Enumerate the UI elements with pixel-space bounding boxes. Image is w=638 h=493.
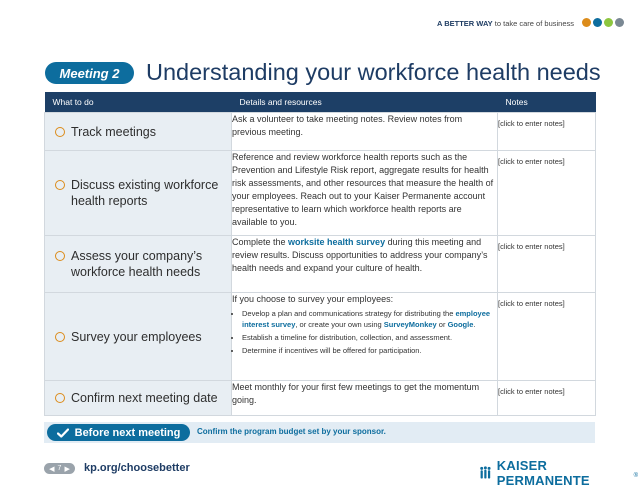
bullet-text: , or create your own using — [295, 320, 384, 329]
details-cell — [232, 293, 498, 381]
bullet-text: Develop a plan and communications strategy for distributing the — [242, 309, 456, 318]
notes-cell[interactable] — [498, 113, 596, 151]
before-next-meeting-badge — [47, 424, 190, 441]
item-cell — [45, 151, 232, 236]
agenda-table — [44, 92, 596, 416]
notes-cell[interactable] — [498, 236, 596, 293]
bullet-text: Determine if incentives will be offered for participation. — [242, 346, 422, 355]
item-cell — [45, 381, 232, 416]
table-row — [45, 236, 596, 293]
item-cell — [45, 113, 232, 151]
bullet-item — [242, 345, 497, 356]
google-link[interactable]: Google — [447, 320, 474, 329]
kp-logo-reg: ® — [633, 473, 638, 479]
tagline-rest: to take care of business — [494, 19, 574, 28]
meeting-badge: Meeting 2 — [45, 62, 134, 84]
bullet-text: . — [473, 320, 476, 329]
brand-dot — [593, 18, 602, 27]
before-next-meeting-text: Confirm the program budget set by your sponsor. — [197, 427, 386, 436]
checkbox-circle-icon[interactable] — [55, 393, 65, 403]
item-cell — [45, 236, 232, 293]
page-number: 7 — [57, 465, 62, 472]
next-page-icon[interactable]: ▶ — [64, 465, 70, 473]
kp-people-icon — [478, 465, 493, 481]
column-header: What to do — [45, 92, 232, 113]
details-pre: Complete the — [232, 237, 289, 247]
notes-field[interactable]: [click to enter notes] — [498, 242, 565, 251]
before-next-meeting-label: Before next meeting — [74, 426, 181, 439]
item-label: Track meetings — [71, 124, 156, 139]
item-label: Discuss existing workforce health reports — [71, 178, 219, 208]
brand-dot — [615, 18, 624, 27]
employee-interest-survey-link[interactable]: employee interest survey — [242, 309, 491, 329]
notes-cell[interactable] — [498, 293, 596, 381]
notes-cell[interactable] — [498, 151, 596, 236]
tagline-strong: A BETTER WAY — [436, 19, 493, 28]
prev-page-icon[interactable]: ◀ — [49, 465, 55, 473]
kp-logo-text: KAISER PERMANENTE — [496, 458, 590, 488]
table-header-row — [45, 92, 596, 113]
notes-field[interactable]: [click to enter notes] — [498, 387, 565, 396]
bullet-item — [242, 332, 497, 343]
notes-field[interactable]: [click to enter notes] — [498, 119, 565, 128]
details-cell — [232, 236, 498, 293]
details-cell — [232, 113, 498, 151]
item-label: Survey your employees — [71, 329, 202, 344]
kaiser-permanente-logo — [478, 458, 638, 488]
header-tagline — [437, 19, 574, 28]
brand-dot — [604, 18, 613, 27]
table-row — [45, 293, 596, 381]
item-label: Assess your company’s workforce health needs — [71, 249, 203, 279]
brand-dot — [582, 18, 591, 27]
notes-field[interactable]: [click to enter notes] — [498, 157, 565, 166]
column-header: Details and resources — [232, 92, 498, 113]
notes-field[interactable]: [click to enter notes] — [498, 299, 565, 308]
details-text: Meet monthly for your first few meetings to get the momentum going. — [232, 382, 480, 405]
before-next-meeting-bar — [44, 422, 595, 443]
checkmark-icon — [57, 428, 69, 438]
brand-dots — [582, 18, 624, 27]
details-text: Reference and review workforce health reports such as the Prevention and Lifestyle Risk report, aggregate results for health risk assessments, and other resources that measure the health of your employees. Reach out to your Kaiser Permanente account representative to learn which workforce health reports are available to you. — [232, 152, 494, 227]
surveymonkey-link[interactable]: SurveyMonkey — [383, 320, 437, 329]
details-text: If you choose to survey your employees: — [232, 294, 394, 304]
page-navigator — [44, 463, 75, 474]
details-cell — [232, 381, 498, 416]
details-post: during this meeting and review results. Discuss opportunities to address your company’s health needs and expand your culture of health. — [232, 237, 488, 273]
checkbox-circle-icon[interactable] — [55, 180, 65, 190]
bullet-text: Establish a timeline for distribution, collection, and assessment. — [242, 333, 453, 342]
bullet-item — [242, 308, 497, 330]
details-text: Ask a volunteer to take meeting notes. Review notes from previous meeting. — [232, 114, 463, 137]
site-url-link[interactable]: kp.org/choosebetter — [84, 462, 190, 474]
item-cell — [45, 293, 232, 381]
table-row — [45, 151, 596, 236]
column-header: Notes — [498, 92, 596, 113]
bullet-text: or — [436, 320, 448, 329]
checkbox-circle-icon[interactable] — [55, 127, 65, 137]
details-bullets — [232, 308, 497, 356]
checkbox-circle-icon[interactable] — [55, 332, 65, 342]
checkbox-circle-icon[interactable] — [55, 251, 65, 261]
table-row — [45, 113, 596, 151]
item-label: Confirm next meeting date — [71, 391, 218, 405]
page-title: Understanding your workforce health needs — [146, 59, 601, 85]
worksite-health-survey-link[interactable]: worksite health survey — [288, 237, 386, 247]
details-text — [232, 236, 497, 275]
table-row — [45, 381, 596, 416]
notes-cell[interactable] — [498, 381, 596, 416]
details-cell — [232, 151, 498, 236]
